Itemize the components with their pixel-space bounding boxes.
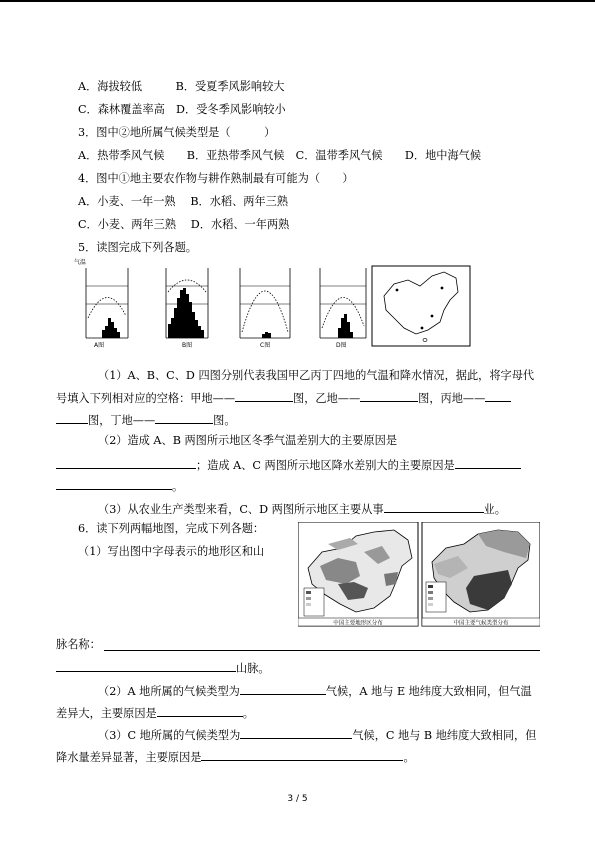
q2-options-ab: A．海拔较低 B．受夏季风影响较大 (78, 80, 285, 93)
q3-stem: 3．图中②地所属气候类型是（ ） (78, 126, 276, 139)
chart-d-caption: D图 (336, 342, 347, 349)
q6-part2-line2: 差异大，主要原因是 。 (56, 707, 254, 720)
q4-stem: 4．图中①地主要农作物与耕作熟制最有可能为（ ） (78, 172, 354, 185)
chart-c-caption: C图 (260, 342, 271, 349)
q5-blank-bing-cont[interactable] (56, 412, 88, 424)
chart-b-caption: B图 (182, 342, 193, 349)
chart-a-ylabel: 气温 (74, 259, 87, 266)
q5-part2-line1: （2）造成 A、B 两图所示地区冬季气温差别大的主要原因是 (98, 434, 398, 447)
q4-options-ab: A．小麦、一年一熟 B．水稻、两年三熟 (78, 195, 289, 208)
q5-part2-line3: 。 (56, 478, 183, 494)
q3-options: A．热带季风气候 B．亚热带季风气候 C．温带季风气候 D．地中海气候 (78, 149, 482, 162)
q6-part1-line3: 山脉。 (56, 660, 270, 676)
q5-part1-line1: （1）A、B、C、D 四图分别代表我国甲乙丙丁四地的气温和降水情况，据此，将字母代 (98, 369, 535, 382)
terrain-map-caption: 中国主要地形区分布 (333, 620, 383, 627)
page-top-border (0, 0, 595, 2)
q5-blank-rain-reason-cont[interactable] (56, 478, 172, 490)
q5-part1-line3: 图，丁地—— 图。 (56, 412, 236, 428)
q2-options-cd: C．森林覆盖率高 D．受冬季风影响较小 (78, 103, 286, 116)
china-terrain-map (298, 522, 418, 627)
q6-blank-reason-a[interactable] (157, 705, 243, 717)
q5-stem: 5．读图完成下列各题。 (78, 241, 197, 254)
q5-part1-line2: 号填入下列相对应的空格：甲地—— 图，乙地—— 图，丙地—— (56, 390, 511, 406)
q5-blank-bing[interactable] (485, 390, 511, 402)
q5-blank-rain-reason[interactable] (455, 457, 521, 469)
q6-answer-line-1[interactable] (104, 650, 540, 651)
climate-chart-c (240, 268, 290, 349)
china-climate-map (422, 522, 540, 627)
q6-part2-line1: （2）A 地所属的气候类型为 气候，A 地与 E 地纬度大致相同，但气温 (98, 685, 532, 698)
chart-a-caption: A图 (94, 342, 105, 349)
q6-part1-line2: 脉名称： (56, 638, 101, 651)
q6-part3-line2: 降水量差异显著，主要原因是 。 (56, 751, 415, 764)
q6-blank-mountain[interactable] (56, 660, 236, 672)
q6-part1-line1: （1）写出图中字母表示的地形区和山 (78, 545, 265, 558)
q6-maps-figure (298, 522, 540, 632)
climate-map-caption: 中国主要气候类型分布 (453, 620, 509, 627)
q5-part2-line2: ；造成 A、C 两图所示地区降水差别大的主要原因是 (56, 457, 521, 473)
q4-options-cd: C．小麦、两年三熟 D．水稻、一年两熟 (78, 218, 290, 231)
climate-chart-a (74, 258, 128, 349)
q5-blank-yi[interactable] (360, 390, 418, 402)
q5-blank-agriculture[interactable] (384, 501, 484, 513)
climate-chart-b (166, 268, 208, 349)
q6-blank-reason-c[interactable] (201, 749, 403, 761)
q6-blank-climate-a[interactable] (240, 683, 326, 695)
climate-chart-d (320, 268, 366, 349)
q6-blank-climate-c[interactable] (240, 727, 352, 739)
q5-part3: （3）从农业生产类型来看，C、D 两图所示地区主要从事 业。 (98, 503, 506, 516)
q5-blank-winter-reason[interactable] (56, 457, 196, 469)
q6-stem: 6．读下列两幅地图，完成下列各题： (78, 522, 265, 535)
q5-blank-jia[interactable] (235, 390, 293, 402)
q5-blank-ding[interactable] (155, 412, 213, 424)
china-location-map (372, 266, 470, 346)
climate-charts-figure (72, 258, 472, 356)
page-number: 3 / 5 (287, 794, 308, 804)
q6-part3-line1: （3）C 地所属的气候类型为 气候，C 地与 B 地纬度大致相同，但 (98, 729, 537, 742)
